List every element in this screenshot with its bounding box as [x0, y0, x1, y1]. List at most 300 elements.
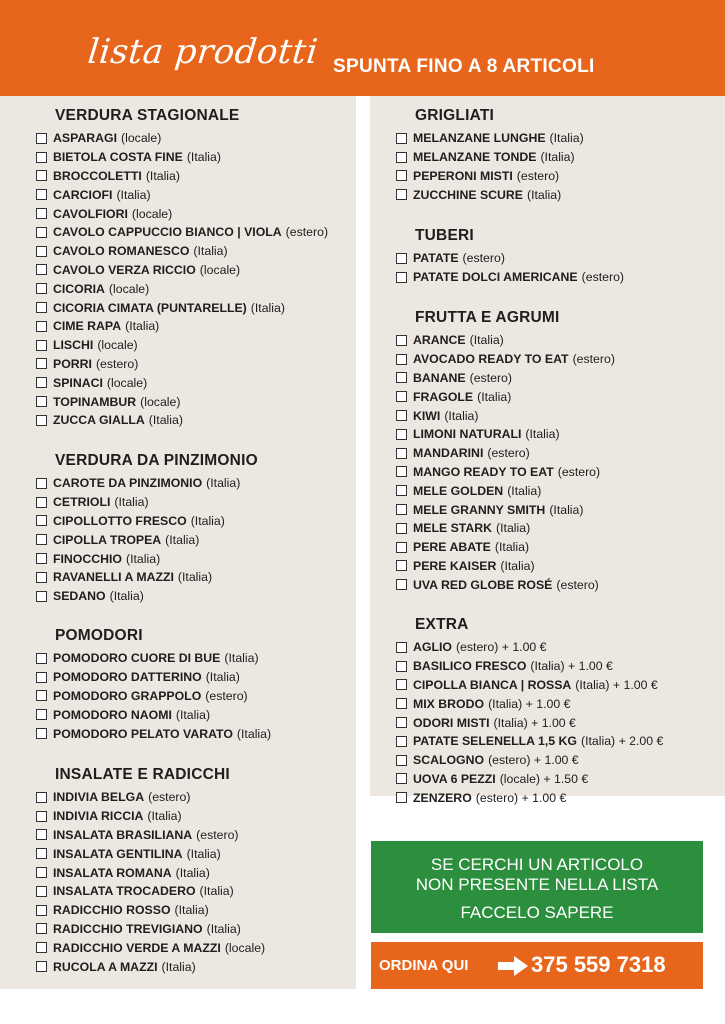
item-detail: (Italia): [193, 244, 228, 259]
list-item[interactable]: [36, 549, 258, 568]
list-item[interactable]: [36, 411, 328, 430]
checkbox[interactable]: [396, 253, 407, 264]
item-detail: (Italia): [507, 483, 542, 498]
list-item[interactable]: [36, 724, 271, 743]
item-name: POMODORO GRAPPOLO: [53, 688, 202, 703]
list-item[interactable]: [36, 512, 258, 531]
list-item[interactable]: [36, 336, 328, 355]
item-detail: (Italia): [190, 513, 225, 528]
list-item[interactable]: [396, 463, 615, 482]
item-detail: (Italia): [477, 389, 512, 404]
list-item[interactable]: [396, 694, 663, 713]
list-item[interactable]: [396, 350, 615, 369]
item-list: [396, 638, 663, 807]
checkbox[interactable]: [36, 133, 47, 144]
list-item[interactable]: [396, 638, 663, 657]
item-detail: (Italia): [236, 726, 272, 741]
item-detail: (Italia): [199, 884, 234, 899]
item-name: PATATE SELENELLA 1,5 KG: [413, 734, 577, 749]
list-item[interactable]: [36, 185, 328, 204]
item-name: FRAGOLE: [413, 389, 474, 404]
list-item[interactable]: [396, 268, 624, 287]
item-name: PATATE: [413, 251, 459, 266]
order-phone[interactable]: 375 559 7318: [531, 952, 666, 977]
section-title: POMODORI: [55, 627, 143, 644]
notice-line: FACCELO SAPERE: [460, 903, 614, 922]
item-name: CAVOLO VERZA RICCIO: [53, 262, 196, 277]
item-name: RAVANELLI A MAZZI: [53, 570, 174, 585]
item-detail: (estero): [196, 827, 239, 842]
checkbox[interactable]: [36, 591, 47, 602]
item-name: POMODORO PELATO VARATO: [53, 726, 233, 741]
checkbox[interactable]: [396, 448, 407, 459]
list-item[interactable]: [36, 826, 265, 845]
list-item[interactable]: [396, 425, 615, 444]
item-detail: (estero): [285, 225, 329, 240]
section-title: VERDURA DA PINZIMONIO: [55, 452, 258, 469]
item-name: MELE GOLDEN: [413, 483, 504, 498]
item-name: POMODORO NAOMI: [53, 707, 172, 722]
item-name: LISCHI: [53, 338, 94, 353]
item-name: INSALATA BRASILIANA: [53, 827, 193, 842]
section-extra: [396, 612, 663, 807]
checkbox[interactable]: [36, 152, 47, 163]
item-name: RADICCHIO VERDE A MAZZI: [53, 940, 221, 955]
checkbox[interactable]: [396, 560, 407, 571]
item-name: PERE KAISER: [413, 558, 497, 573]
notice-line: NON PRESENTE NELLA LISTA: [415, 875, 659, 894]
item-name: PATATE DOLCI AMERICANE: [413, 270, 578, 285]
item-detail: (estero): [556, 577, 599, 592]
item-detail: (Italia): [125, 319, 160, 334]
item-detail: (estero): [148, 790, 191, 805]
list-item[interactable]: [36, 148, 328, 167]
checkbox[interactable]: [396, 661, 407, 672]
item-detail: (locale): [108, 281, 150, 296]
checkbox[interactable]: [36, 534, 47, 545]
item-detail: (locale): [140, 394, 181, 409]
checkbox[interactable]: [396, 523, 407, 534]
item-name: KIWI: [413, 408, 441, 423]
section-pomodori: [36, 623, 271, 743]
item-name: PORRI: [53, 356, 92, 371]
item-detail: (locale): [199, 262, 241, 277]
checkbox[interactable]: [36, 942, 47, 953]
checkbox[interactable]: [36, 905, 47, 916]
order-label: ORDINA QUI: [379, 957, 469, 974]
checkbox[interactable]: [36, 653, 47, 664]
item-detail: (estero): [581, 270, 625, 285]
item-name: CAVOLO ROMANESCO: [53, 244, 190, 259]
item-name: PEPERONI MISTI: [413, 168, 513, 183]
item-list: [396, 129, 584, 204]
item-detail: (Italia) + 1.00 €: [488, 696, 571, 711]
item-detail: (estero): [487, 446, 530, 461]
checkbox[interactable]: [36, 811, 47, 822]
list-item[interactable]: [36, 920, 265, 939]
list-item[interactable]: [396, 538, 615, 557]
checkbox[interactable]: [36, 848, 47, 859]
item-name: CAROTE DA PINZIMONIO: [53, 476, 203, 491]
list-item[interactable]: [36, 261, 328, 280]
list-item[interactable]: [36, 223, 328, 242]
item-name: RUCOLA A MAZZI: [53, 959, 158, 974]
item-name: ARANCE: [413, 333, 466, 348]
checkbox[interactable]: [36, 515, 47, 526]
item-detail: (Italia): [175, 865, 210, 880]
list-item[interactable]: [36, 807, 265, 826]
checkbox[interactable]: [36, 340, 47, 351]
item-detail: (Italia): [469, 333, 504, 348]
item-name: MIX BRODO: [413, 696, 485, 711]
list-item[interactable]: [36, 474, 258, 493]
item-detail: (Italia): [549, 502, 584, 517]
item-detail: (Italia): [540, 150, 575, 165]
item-detail: (Italia) + 1.00 €: [530, 659, 613, 674]
item-detail: (Italia): [145, 168, 180, 183]
item-name: CETRIOLI: [53, 495, 111, 510]
item-name: ODORI MISTI: [413, 715, 490, 730]
item-detail: (estero) + 1.00 €: [475, 790, 567, 805]
checkbox[interactable]: [396, 679, 407, 690]
section-verdura-stagionale: [36, 103, 328, 430]
section-title: VERDURA STAGIONALE: [55, 107, 240, 124]
arrow-right-icon: [497, 955, 529, 977]
item-name: INSALATA GENTILINA: [53, 846, 183, 861]
item-detail: (Italia): [165, 532, 200, 547]
list-item[interactable]: [36, 901, 265, 920]
item-name: CIPOLLOTTO FRESCO: [53, 513, 187, 528]
checkbox[interactable]: [36, 709, 47, 720]
item-name: SCALOGNO: [413, 753, 485, 768]
checkbox[interactable]: [36, 208, 47, 219]
checkbox[interactable]: [396, 272, 407, 283]
checkbox[interactable]: [36, 321, 47, 332]
checkbox[interactable]: [36, 792, 47, 803]
list-item[interactable]: [36, 129, 328, 148]
item-name: CIPOLLA BIANCA | ROSSA: [413, 677, 572, 692]
list-item[interactable]: [396, 129, 584, 148]
item-name: CAVOLO CAPPUCCIO BIANCO | VIOLA: [53, 225, 282, 240]
list-item[interactable]: [36, 242, 328, 261]
item-name: SPINACI: [53, 375, 103, 390]
checkbox[interactable]: [396, 466, 407, 477]
item-name: SEDANO: [53, 589, 106, 604]
list-item[interactable]: [36, 167, 328, 186]
item-name: MELE STARK: [413, 521, 493, 536]
list-item[interactable]: [36, 668, 271, 687]
item-name: INDIVIA RICCIA: [53, 809, 144, 824]
item-name: AGLIO: [413, 640, 452, 655]
checkbox[interactable]: [36, 358, 47, 369]
checkbox[interactable]: [396, 133, 407, 144]
item-list: [36, 129, 328, 430]
checkbox[interactable]: [36, 572, 47, 583]
section-insalate: [36, 762, 265, 976]
item-detail: (Italia): [224, 651, 259, 666]
item-name: CICORIA: [53, 281, 105, 296]
list-item[interactable]: [396, 519, 615, 538]
item-detail: (Italia): [114, 495, 149, 510]
item-name: POMODORO DATTERINO: [53, 670, 202, 685]
checkbox[interactable]: [396, 792, 407, 803]
item-list: [36, 788, 265, 976]
item-detail: (locale): [97, 338, 138, 353]
list-item[interactable]: [36, 882, 265, 901]
list-item[interactable]: [396, 732, 663, 751]
checkbox[interactable]: [396, 410, 407, 421]
item-detail: (estero): [516, 168, 560, 183]
checkbox[interactable]: [36, 690, 47, 701]
item-detail: (Italia): [147, 809, 182, 824]
checkbox[interactable]: [36, 672, 47, 683]
brand-logo: lista prodotti: [85, 32, 320, 72]
item-detail: (estero): [95, 356, 139, 371]
checkbox[interactable]: [396, 391, 407, 402]
item-name: UOVA 6 PEZZI: [413, 771, 496, 786]
list-item[interactable]: [396, 770, 663, 789]
checkbox[interactable]: [36, 478, 47, 489]
item-detail: (Italia): [161, 959, 196, 974]
list-item[interactable]: [36, 863, 265, 882]
item-detail: (locale): [106, 375, 148, 390]
header-subtitle: SPUNTA FINO A 8 ARTICOLI: [333, 56, 595, 77]
item-name: ZUCCA GIALLA: [53, 413, 145, 428]
checkbox[interactable]: [36, 189, 47, 200]
item-detail: (Italia): [494, 540, 530, 555]
item-detail: (Italia): [206, 476, 241, 491]
item-detail: (Italia): [250, 300, 285, 315]
checkbox[interactable]: [396, 773, 407, 784]
order-banner[interactable]: [371, 942, 703, 989]
checkbox[interactable]: [36, 867, 47, 878]
item-name: MELE GRANNY SMITH: [413, 502, 546, 517]
checkbox[interactable]: [36, 553, 47, 564]
checkbox[interactable]: [36, 886, 47, 897]
item-name: ZUCCHINE SCURE: [413, 187, 523, 202]
item-name: INSALATA ROMANA: [53, 865, 172, 880]
checkbox[interactable]: [396, 542, 407, 553]
checkbox[interactable]: [396, 504, 407, 515]
checkbox[interactable]: [36, 246, 47, 257]
list-item[interactable]: [36, 705, 271, 724]
list-item[interactable]: [36, 957, 265, 976]
item-detail: (estero) + 1.00 €: [488, 753, 579, 768]
list-item[interactable]: [36, 204, 328, 223]
list-item[interactable]: [396, 657, 663, 676]
item-name: RADICCHIO ROSSO: [53, 903, 171, 918]
item-detail: (locale): [131, 206, 173, 221]
checkbox[interactable]: [396, 717, 407, 728]
item-name: CICORIA CIMATA (PUNTARELLE): [53, 300, 247, 315]
list-item[interactable]: [396, 331, 615, 350]
checkbox[interactable]: [396, 755, 407, 766]
checkbox[interactable]: [36, 961, 47, 972]
list-item[interactable]: [396, 557, 615, 576]
item-name: MANDARINI: [413, 446, 484, 461]
section-title: INSALATE E RADICCHI: [55, 766, 230, 783]
checkbox[interactable]: [36, 829, 47, 840]
item-name: BASILICO FRESCO: [413, 659, 527, 674]
item-detail: (Italia): [444, 408, 479, 423]
checkbox[interactable]: [396, 579, 407, 590]
header-bar: [0, 0, 725, 96]
list-item[interactable]: [396, 369, 615, 388]
checkbox[interactable]: [396, 736, 407, 747]
item-detail: (Italia): [500, 558, 535, 573]
item-name: CARCIOFI: [53, 187, 113, 202]
item-detail: (estero): [469, 370, 512, 385]
item-name: CIME RAPA: [53, 319, 122, 334]
item-detail: (Italia): [148, 413, 183, 428]
item-name: UVA RED GLOBE ROSÉ: [413, 577, 553, 592]
notice-line: SE CERCHI UN ARTICOLO: [430, 855, 644, 874]
list-item[interactable]: [396, 148, 584, 167]
list-item[interactable]: [396, 575, 615, 594]
item-name: CAVOLFIORI: [53, 206, 128, 221]
missing-item-notice: [371, 841, 703, 933]
list-item[interactable]: [396, 500, 615, 519]
checkbox[interactable]: [36, 170, 47, 181]
checkbox[interactable]: [396, 485, 407, 496]
checkbox[interactable]: [396, 642, 407, 653]
checkbox[interactable]: [396, 152, 407, 163]
item-name: BROCCOLETTI: [53, 168, 142, 183]
checkbox[interactable]: [396, 429, 407, 440]
section-title: FRUTTA E AGRUMI: [415, 309, 560, 326]
list-item[interactable]: [36, 649, 271, 668]
item-name: ZENZERO: [413, 790, 472, 805]
item-detail: (Italia) + 1.00 €: [493, 715, 576, 730]
item-detail: (estero) + 1.00 €: [455, 640, 547, 655]
section-frutta: [396, 305, 615, 594]
item-detail: (Italia): [525, 427, 560, 442]
item-list: [36, 474, 258, 606]
item-detail: (Italia) + 1.00 €: [575, 677, 658, 692]
checkbox[interactable]: [36, 227, 47, 238]
checkbox[interactable]: [396, 354, 407, 365]
list-item[interactable]: [396, 406, 615, 425]
checkbox[interactable]: [396, 372, 407, 383]
item-detail: (Italia): [527, 187, 562, 202]
item-name: AVOCADO READY TO EAT: [413, 352, 569, 367]
list-item[interactable]: [36, 687, 271, 706]
list-item[interactable]: [36, 279, 328, 298]
item-detail: (Italia): [205, 670, 240, 685]
checkbox[interactable]: [396, 189, 407, 200]
item-list: [396, 331, 615, 594]
list-item[interactable]: [396, 444, 615, 463]
checkbox[interactable]: [36, 923, 47, 934]
list-item[interactable]: [396, 751, 663, 770]
item-detail: (Italia) + 2.00 €: [580, 734, 664, 749]
checkbox[interactable]: [396, 335, 407, 346]
item-detail: (Italia): [186, 150, 221, 165]
section-title: EXTRA: [415, 616, 469, 633]
list-item[interactable]: [396, 481, 615, 500]
item-name: BANANE: [413, 370, 466, 385]
item-detail: (Italia): [496, 521, 531, 536]
list-item[interactable]: [36, 317, 328, 336]
section-tuberi: [396, 223, 624, 287]
item-detail: (locale): [224, 940, 266, 955]
item-list: [36, 649, 271, 743]
item-detail: (estero): [205, 688, 248, 703]
section-title: TUBERI: [415, 227, 474, 244]
item-name: INSALATA TROCADERO: [53, 884, 196, 899]
checkbox[interactable]: [396, 698, 407, 709]
item-name: POMODORO CUORE DI BUE: [53, 651, 221, 666]
section-title: GRIGLIATI: [415, 107, 495, 124]
item-detail: (Italia): [175, 707, 211, 722]
list-item[interactable]: [36, 844, 265, 863]
item-detail: (estero): [557, 464, 601, 479]
item-detail: (Italia): [177, 570, 213, 585]
item-name: MELANZANE TONDE: [413, 150, 537, 165]
list-item[interactable]: [36, 530, 258, 549]
list-item[interactable]: [36, 587, 258, 606]
checkbox[interactable]: [36, 415, 47, 426]
list-item[interactable]: [36, 373, 328, 392]
item-detail: (Italia): [174, 903, 209, 918]
item-name: MELANZANE LUNGHE: [413, 131, 546, 146]
checkbox[interactable]: [36, 283, 47, 294]
checkbox[interactable]: [396, 170, 407, 181]
checkbox[interactable]: [36, 497, 47, 508]
item-name: BIETOLA COSTA FINE: [53, 150, 183, 165]
list-item[interactable]: [396, 387, 615, 406]
item-detail: (Italia): [186, 846, 221, 861]
item-name: PERE ABATE: [413, 540, 491, 555]
section-verdura-pinzimonio: [36, 448, 258, 606]
list-item[interactable]: [36, 355, 328, 374]
item-detail: (Italia): [549, 131, 584, 146]
checkbox[interactable]: [36, 377, 47, 388]
list-item[interactable]: [396, 167, 584, 186]
item-name: ASPARAGI: [53, 131, 117, 146]
item-name: LIMONI NATURALI: [413, 427, 522, 442]
list-item[interactable]: [396, 713, 663, 732]
list-item[interactable]: [36, 788, 265, 807]
item-detail: (Italia): [109, 589, 144, 604]
item-detail: (Italia): [206, 921, 241, 936]
item-detail: (Italia): [126, 551, 161, 566]
item-name: MANGO READY TO EAT: [413, 464, 554, 479]
list-item[interactable]: [396, 185, 584, 204]
list-item[interactable]: [396, 676, 663, 695]
item-detail: (locale): [121, 131, 162, 146]
checkbox[interactable]: [36, 302, 47, 313]
item-name: RADICCHIO TREVIGIANO: [53, 921, 203, 936]
item-list: [396, 249, 624, 287]
list-item[interactable]: [396, 249, 624, 268]
section-grigliati: [396, 103, 584, 204]
item-detail: (Italia): [116, 187, 151, 202]
checkbox[interactable]: [36, 264, 47, 275]
checkbox[interactable]: [36, 396, 47, 407]
list-item[interactable]: [36, 938, 265, 957]
list-item[interactable]: [36, 392, 328, 411]
list-item[interactable]: [36, 568, 258, 587]
item-detail: (estero): [572, 352, 615, 367]
item-name: INDIVIA BELGA: [53, 790, 145, 805]
checkbox[interactable]: [36, 728, 47, 739]
item-detail: (estero): [462, 251, 505, 266]
list-item[interactable]: [36, 298, 328, 317]
list-item[interactable]: [396, 788, 663, 807]
item-detail: (locale) + 1.50 €: [499, 771, 589, 786]
list-item[interactable]: [36, 493, 258, 512]
